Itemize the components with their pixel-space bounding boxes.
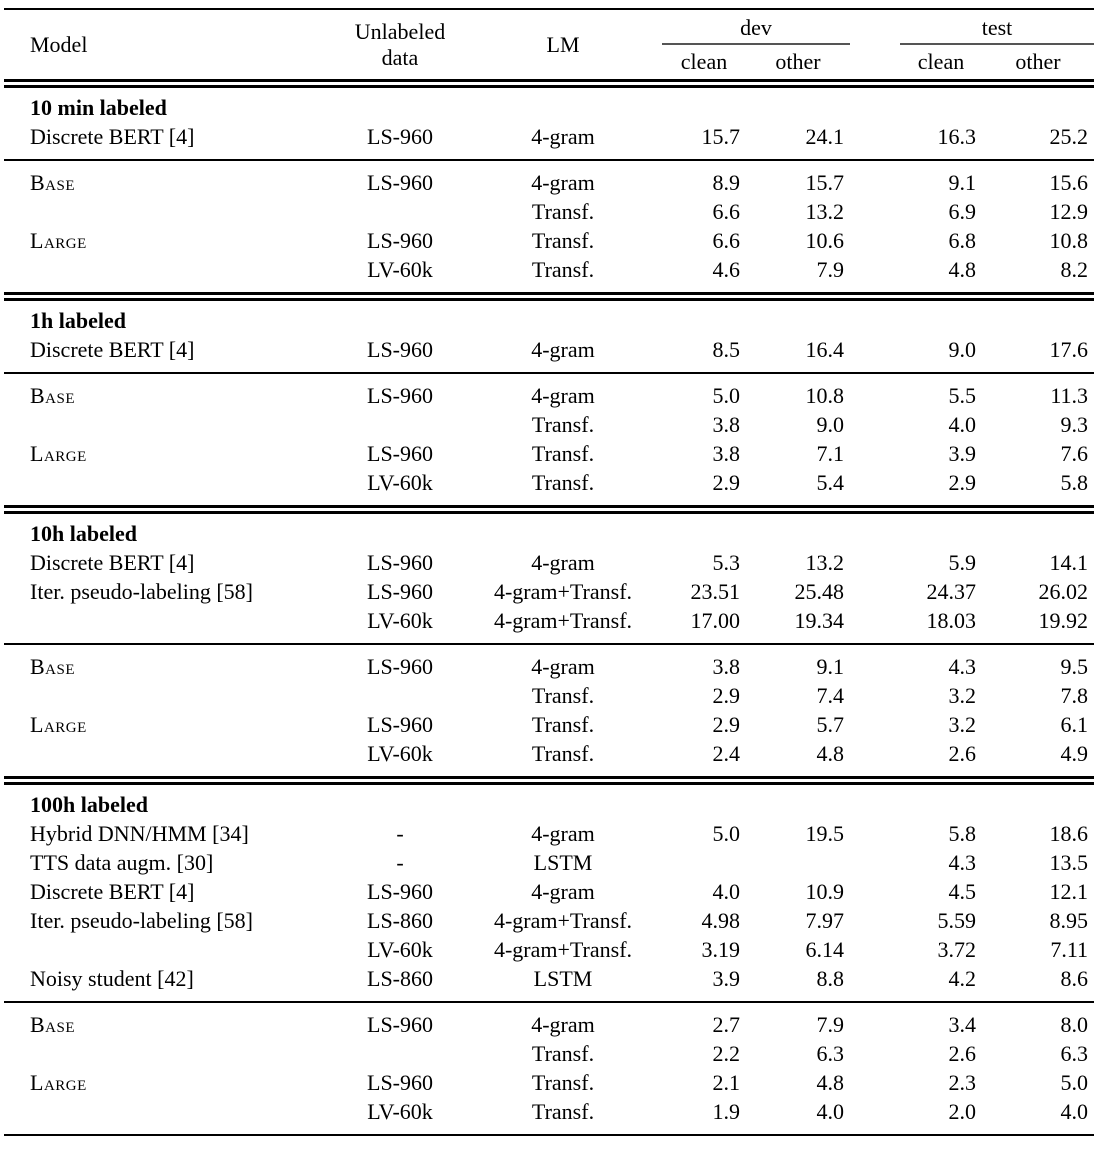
test-other-cell: 14.1 [1049, 550, 1088, 575]
table-row [4, 548, 1094, 577]
test-clean-cell: 9.0 [948, 337, 976, 362]
lm-cell: Transf. [531, 741, 595, 766]
results-table-container [4, 8, 1094, 1136]
dev-clean-cell: 15.7 [701, 124, 740, 149]
dev-clean-cell: 4.6 [712, 257, 740, 282]
lm-cell: 4-gram [464, 160, 662, 197]
test-other-cell: 18.6 [1049, 821, 1088, 846]
test-other-cell: 9.5 [982, 644, 1094, 681]
test-other-cell: 25.2 [1049, 124, 1088, 149]
spacer-cell [850, 439, 900, 468]
spacer-cell [850, 197, 900, 226]
model-cell [4, 935, 336, 964]
dev-other-cell: 5.7 [816, 712, 844, 737]
test-clean-cell: 5.5 [900, 373, 982, 410]
dev-clean-cell: 3.8 [662, 644, 746, 681]
lm-cell: Transf. [531, 1099, 595, 1124]
dev-other-cell: 24.1 [805, 124, 844, 149]
test-other-cell: 7.6 [1060, 441, 1088, 466]
dev-clean-cell: 2.9 [712, 470, 740, 495]
table-row [4, 1039, 1094, 1068]
dev-other-cell: 6.14 [805, 937, 844, 962]
table-row [4, 710, 1094, 739]
test-other-cell: 4.0 [1060, 1099, 1088, 1124]
spacer-cell [850, 906, 900, 935]
section-title-row [4, 297, 1094, 336]
results-table [4, 8, 1094, 1136]
test-other-cell: 8.95 [1049, 908, 1088, 933]
lm-cell: 4-gram+Transf. [493, 608, 633, 633]
spacer-cell [850, 226, 900, 255]
unlabeled-data-cell: LV-60k [367, 937, 433, 962]
spacer-cell [850, 468, 900, 510]
spacer-cell [850, 1002, 900, 1039]
table-body [4, 84, 1094, 1136]
dev-other-cell: 4.8 [816, 741, 844, 766]
dev-other-cell: 6.3 [816, 1041, 844, 1066]
model-cell [4, 1097, 336, 1135]
column-header-test-other: other [1015, 49, 1061, 74]
dev-clean-cell: 23.51 [690, 579, 740, 604]
table-row [4, 681, 1094, 710]
lm-cell: Transf. [531, 257, 595, 282]
model-cell: Discrete BERT [4] [30, 879, 195, 904]
unlabeled-data-cell: LS-960 [367, 579, 433, 604]
test-clean-cell: 3.2 [948, 683, 976, 708]
model-cell: Discrete BERT [4] [30, 550, 195, 575]
spacer-cell [850, 122, 900, 160]
table-row [4, 439, 1094, 468]
spacer-cell [850, 606, 900, 644]
dev-other-cell: 7.1 [816, 441, 844, 466]
test-other-cell: 7.8 [1060, 683, 1088, 708]
model-cell: Iter. pseudo-labeling [58] [30, 908, 253, 933]
test-clean-cell: 3.9 [948, 441, 976, 466]
table-row [4, 373, 1094, 410]
test-other-cell: 7.11 [1050, 937, 1088, 962]
unlabeled-data-cell: LV-60k [367, 1099, 433, 1124]
table-row [4, 410, 1094, 439]
dev-clean-cell: 5.3 [712, 550, 740, 575]
model-cell [4, 410, 336, 439]
unlabeled-data-cell: LS-960 [367, 1070, 433, 1095]
test-other-cell: 5.0 [1060, 1070, 1088, 1095]
lm-cell: 4-gram+Transf. [493, 579, 633, 604]
unlabeled-data-cell: LS-960 [367, 550, 433, 575]
lm-cell: 4-gram [531, 337, 595, 362]
table-row [4, 606, 1094, 644]
dev-other-cell: 8.8 [816, 966, 844, 991]
dev-clean-cell: 8.5 [712, 337, 740, 362]
model-cell: Base [4, 644, 336, 681]
unlabeled-data-cell: LV-60k [367, 741, 433, 766]
dev-clean-cell: 17.00 [690, 608, 740, 633]
dev-other-cell: 9.1 [746, 644, 850, 681]
column-header-test: test [900, 9, 1094, 44]
dev-other-cell: 7.4 [816, 683, 844, 708]
test-clean-cell: 2.9 [948, 470, 976, 495]
dev-clean-cell: 2.2 [712, 1041, 740, 1066]
test-other-cell: 11.3 [982, 373, 1094, 410]
spacer-cell [850, 373, 900, 410]
test-clean-cell: 3.4 [900, 1002, 982, 1039]
model-cell: Large [30, 712, 87, 737]
model-cell: Hybrid DNN/HMM [34] [30, 821, 249, 846]
dev-other-cell: 4.8 [816, 1070, 844, 1095]
table-row [4, 468, 1094, 510]
model-cell [4, 681, 336, 710]
section-title-row [4, 781, 1094, 820]
table-row [4, 577, 1094, 606]
table-row [4, 226, 1094, 255]
lm-cell: Transf. [531, 1070, 595, 1095]
spacer-cell [850, 964, 900, 1002]
dev-other-cell: 7.9 [746, 1002, 850, 1039]
dev-clean-cell: 5.0 [712, 821, 740, 846]
column-header-dev-other: other [775, 49, 821, 74]
test-other-cell: 8.0 [982, 1002, 1094, 1039]
model-cell: Iter. pseudo-labeling [58] [30, 579, 253, 604]
dev-clean-cell: 3.9 [712, 966, 740, 991]
spacer-cell [850, 255, 900, 297]
model-cell: Discrete BERT [4] [30, 124, 195, 149]
section-title: 100h labeled [4, 781, 1094, 820]
spacer-cell [850, 1097, 900, 1135]
dev-other-cell: 13.2 [805, 199, 844, 224]
test-clean-cell: 16.3 [937, 124, 976, 149]
lm-cell: 4-gram+Transf. [493, 937, 633, 962]
table-row [4, 935, 1094, 964]
test-other-cell: 6.3 [1060, 1041, 1088, 1066]
table-row [4, 644, 1094, 681]
test-clean-cell: 4.8 [948, 257, 976, 282]
dev-clean-cell: 3.8 [712, 412, 740, 437]
column-header-test-clean: clean [917, 49, 965, 74]
header-row-top [4, 9, 1094, 44]
test-clean-cell: 3.72 [937, 937, 976, 962]
unlabeled-data-cell: LS-960 [336, 160, 464, 197]
spacer-cell [850, 160, 900, 197]
spacer-cell [850, 644, 900, 681]
dev-other-cell: 15.7 [746, 160, 850, 197]
test-other-cell: 12.9 [1049, 199, 1088, 224]
test-other-cell: 19.92 [1038, 608, 1088, 633]
dev-other-cell: 13.2 [805, 550, 844, 575]
section-title: 10 min labeled [4, 84, 1094, 123]
unlabeled-data-cell: LS-960 [367, 879, 433, 904]
model-cell: Large [30, 1070, 87, 1095]
model-cell: Base [4, 373, 336, 410]
test-other-cell: 8.6 [1060, 966, 1088, 991]
unlabeled-data-cell [336, 1039, 464, 1068]
dev-other-cell: 5.4 [816, 470, 844, 495]
dev-clean-cell: 3.8 [712, 441, 740, 466]
table-row [4, 906, 1094, 935]
dev-other-cell: 7.97 [805, 908, 844, 933]
test-clean-cell: 9.1 [900, 160, 982, 197]
model-cell: Large [30, 228, 87, 253]
dev-other-cell: 4.0 [816, 1099, 844, 1124]
test-clean-cell: 4.2 [948, 966, 976, 991]
test-clean-cell: 5.59 [937, 908, 976, 933]
lm-cell: Transf. [531, 441, 595, 466]
lm-cell: 4-gram [464, 644, 662, 681]
dev-clean-cell: 2.7 [662, 1002, 746, 1039]
lm-cell: LSTM [533, 966, 593, 991]
spacer-cell [850, 410, 900, 439]
unlabeled-data-cell: LS-960 [336, 644, 464, 681]
test-clean-cell: 4.3 [900, 644, 982, 681]
unlabeled-data-cell: LS-960 [367, 124, 433, 149]
test-clean-cell: 4.0 [948, 412, 976, 437]
section-title: 1h labeled [4, 297, 1094, 336]
dev-other-cell: 9.0 [816, 412, 844, 437]
spacer-cell [850, 577, 900, 606]
model-cell [4, 1039, 336, 1068]
test-clean-cell: 18.03 [926, 608, 976, 633]
dev-clean-cell: 4.98 [701, 908, 740, 933]
lm-cell: Transf. [531, 470, 595, 495]
test-other-cell: 10.8 [1049, 228, 1088, 253]
lm-cell: 4-gram [464, 1002, 662, 1039]
spacer-cell [850, 335, 900, 373]
lm-cell: Transf. [531, 683, 595, 708]
dev-other-cell: 16.4 [805, 337, 844, 362]
dev-clean-cell: 4.0 [712, 879, 740, 904]
unlabeled-data-cell: LS-860 [367, 966, 433, 991]
dev-clean-cell: 8.9 [662, 160, 746, 197]
lm-cell: Transf. [531, 199, 595, 224]
test-other-cell: 13.5 [1049, 850, 1088, 875]
spacer-cell [850, 1068, 900, 1097]
column-header-dev: dev [662, 9, 850, 44]
dev-clean-cell: 1.9 [712, 1099, 740, 1124]
dev-clean-cell: 5.0 [662, 373, 746, 410]
dev-clean-cell: 2.9 [712, 712, 740, 737]
table-row [4, 160, 1094, 197]
model-cell: TTS data augm. [30] [30, 850, 214, 875]
dev-other-cell: 10.9 [805, 879, 844, 904]
spacer-cell [850, 739, 900, 781]
column-header-lm: LM [546, 31, 580, 57]
table-row [4, 1068, 1094, 1097]
section-title: 10h labeled [4, 510, 1094, 549]
table-row [4, 197, 1094, 226]
dev-other-cell: 19.5 [805, 821, 844, 846]
lm-cell: LSTM [533, 850, 593, 875]
column-header-unlabeled-data: Unlabeled data [354, 18, 446, 70]
dev-other-cell: 10.6 [805, 228, 844, 253]
model-cell [4, 255, 336, 297]
model-cell: Base [4, 1002, 336, 1039]
unlabeled-data-cell: LS-960 [336, 373, 464, 410]
column-header-dev-clean: clean [680, 49, 728, 74]
test-other-cell: 9.3 [1060, 412, 1088, 437]
unlabeled-data-cell: - [396, 821, 404, 846]
dev-clean-cell [662, 848, 746, 877]
spacer-cell [850, 935, 900, 964]
spacer-cell [850, 548, 900, 577]
model-cell: Large [30, 441, 87, 466]
table-row [4, 739, 1094, 781]
test-clean-cell: 6.9 [948, 199, 976, 224]
model-cell [4, 739, 336, 781]
spacer-cell [850, 848, 900, 877]
lm-cell: Transf. [531, 228, 595, 253]
unlabeled-data-cell: LV-60k [367, 257, 433, 282]
unlabeled-data-cell [336, 197, 464, 226]
table-row [4, 964, 1094, 1002]
model-cell: Base [4, 160, 336, 197]
test-other-cell: 26.02 [1038, 579, 1088, 604]
unlabeled-data-cell: LS-860 [367, 908, 433, 933]
table-header [4, 9, 1094, 84]
spacer-cell [850, 710, 900, 739]
test-other-cell: 5.8 [1060, 470, 1088, 495]
table-row [4, 848, 1094, 877]
model-cell [4, 197, 336, 226]
unlabeled-data-cell: LV-60k [367, 608, 433, 633]
unlabeled-data-cell: LS-960 [367, 712, 433, 737]
dev-other-cell: 25.48 [794, 579, 844, 604]
test-other-cell: 4.9 [1060, 741, 1088, 766]
dev-other-cell: 10.8 [746, 373, 850, 410]
table-row [4, 819, 1094, 848]
unlabeled-data-cell: LS-960 [367, 441, 433, 466]
test-other-cell: 6.1 [1060, 712, 1088, 737]
lm-cell: 4-gram+Transf. [493, 908, 633, 933]
unlabeled-data-cell: LS-960 [367, 228, 433, 253]
table-row [4, 1097, 1094, 1135]
unlabeled-data-cell [336, 681, 464, 710]
model-cell: Noisy student [42] [30, 966, 194, 991]
table-row [4, 1002, 1094, 1039]
unlabeled-data-cell [336, 410, 464, 439]
test-clean-cell: 2.0 [948, 1099, 976, 1124]
test-other-cell: 15.6 [982, 160, 1094, 197]
lm-cell: Transf. [531, 712, 595, 737]
lm-cell: 4-gram [531, 879, 595, 904]
dev-clean-cell: 2.4 [712, 741, 740, 766]
test-clean-cell: 2.6 [948, 741, 976, 766]
spacer-cell [850, 1039, 900, 1068]
test-clean-cell: 24.37 [926, 579, 976, 604]
dev-clean-cell: 2.1 [712, 1070, 740, 1095]
lm-cell: 4-gram [464, 373, 662, 410]
model-cell [4, 606, 336, 644]
section-title-row [4, 510, 1094, 549]
table-row [4, 877, 1094, 906]
column-header-model: Model [30, 32, 88, 57]
dev-clean-cell: 3.19 [701, 937, 740, 962]
test-clean-cell: 4.5 [948, 879, 976, 904]
test-clean-cell: 6.8 [948, 228, 976, 253]
spacer-cell [850, 681, 900, 710]
column-header-spacer [850, 9, 900, 84]
test-clean-cell: 4.3 [948, 850, 976, 875]
test-other-cell: 8.2 [1060, 257, 1088, 282]
unlabeled-data-cell: LS-960 [336, 1002, 464, 1039]
table-row [4, 335, 1094, 373]
test-clean-cell: 2.6 [948, 1041, 976, 1066]
unlabeled-data-cell: - [396, 850, 404, 875]
dev-other-cell [746, 848, 850, 877]
dev-other-cell: 19.34 [794, 608, 844, 633]
test-other-cell: 17.6 [1049, 337, 1088, 362]
lm-cell: 4-gram [531, 550, 595, 575]
test-clean-cell: 2.3 [948, 1070, 976, 1095]
model-cell: Discrete BERT [4] [30, 337, 195, 362]
dev-other-cell: 7.9 [816, 257, 844, 282]
spacer-cell [850, 819, 900, 848]
dev-clean-cell: 6.6 [712, 199, 740, 224]
unlabeled-data-cell: LV-60k [367, 470, 433, 495]
dev-clean-cell: 2.9 [712, 683, 740, 708]
model-cell [4, 468, 336, 510]
section-title-row [4, 84, 1094, 123]
lm-cell: Transf. [531, 412, 595, 437]
test-clean-cell: 3.2 [948, 712, 976, 737]
test-clean-cell: 5.9 [948, 550, 976, 575]
table-row [4, 122, 1094, 160]
test-other-cell: 12.1 [1049, 879, 1088, 904]
lm-cell: 4-gram [531, 124, 595, 149]
lm-cell: Transf. [531, 1041, 595, 1066]
spacer-cell [850, 877, 900, 906]
lm-cell: 4-gram [531, 821, 595, 846]
test-clean-cell: 5.8 [948, 821, 976, 846]
unlabeled-data-cell: LS-960 [367, 337, 433, 362]
dev-clean-cell: 6.6 [712, 228, 740, 253]
table-row [4, 255, 1094, 297]
